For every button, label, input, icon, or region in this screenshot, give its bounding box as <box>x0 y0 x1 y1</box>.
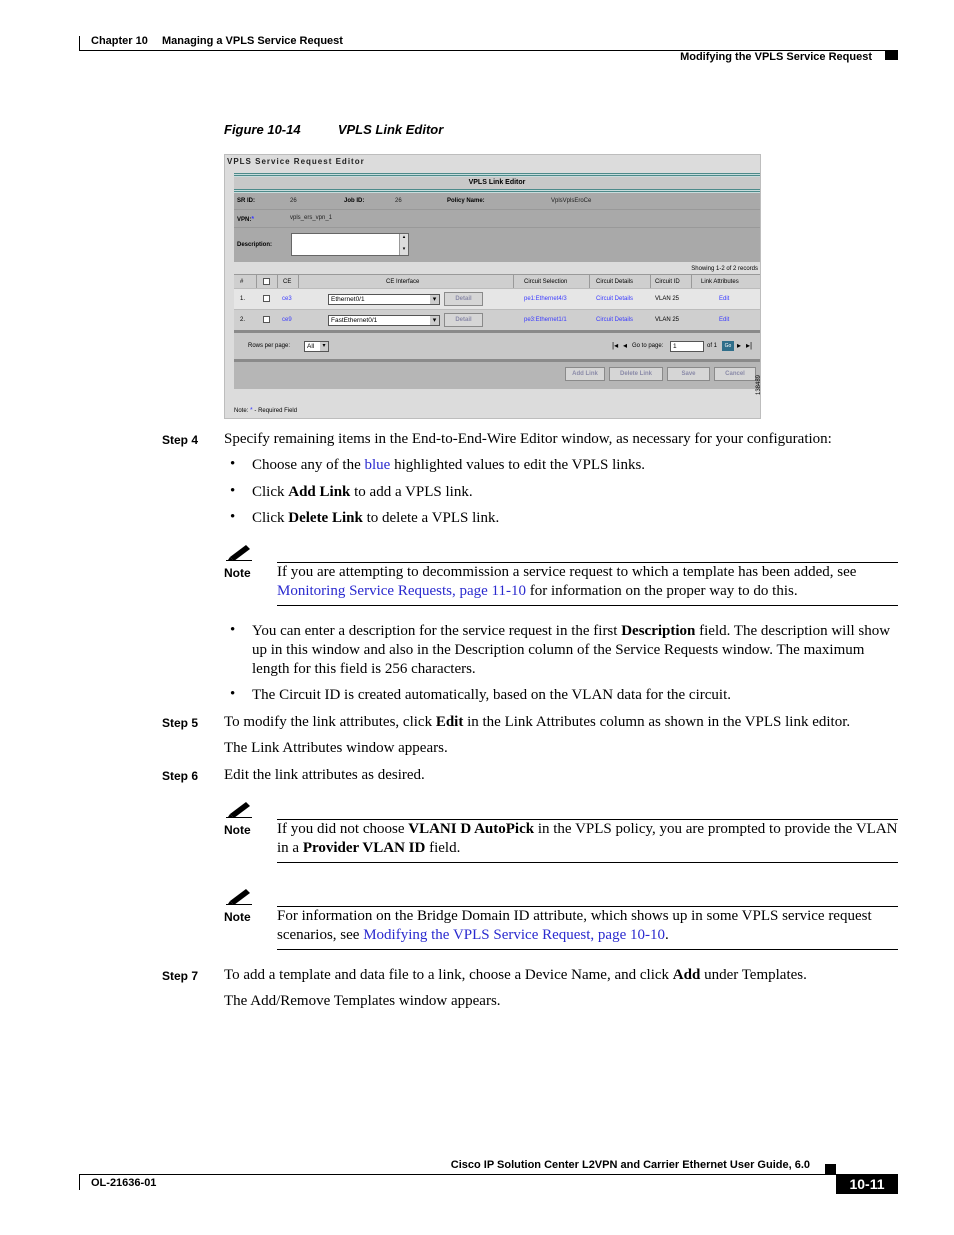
vpls-link-editor-figure <box>224 154 761 419</box>
step-5-text: To modify the link attributes, click Edit in the Link Attributes column as shown in the VPLS link editor. <box>224 714 851 730</box>
rows-per-page-select[interactable]: All ▾ <box>304 341 329 352</box>
col-num: # <box>240 279 244 285</box>
pencil-icon <box>226 883 252 905</box>
panel-title: VPLS Link Editor <box>234 177 760 189</box>
next-page-icon[interactable]: ▸ <box>737 341 742 350</box>
vpn-label: VPN:* <box>237 216 255 223</box>
figure-title: VPLS Link Editor <box>337 122 444 137</box>
prev-page-icon[interactable]: ◂ <box>623 341 628 350</box>
sr-info-row <box>234 193 760 209</box>
ce-interface-select[interactable]: Ethernet0/1 ▾ <box>328 294 440 305</box>
policy-label: Policy Name: <box>447 198 485 204</box>
footer-doc-id: OL-21636-01 <box>91 1177 157 1189</box>
page-count: of 1 <box>707 343 718 349</box>
note-text: For information on the Bridge Domain ID attribute, which shows up in some VPLS service request scenarios, see Modifying the VPLS Service Request, page 10-10. <box>277 908 872 943</box>
table-row <box>234 309 760 330</box>
note-text: If you did not choose VLANI D AutoPick in the VPLS policy, you are prompted to provide the VLAN in a Provider VLAN ID field. <box>277 821 898 856</box>
description-label: Description: <box>237 242 273 248</box>
rows-per-page-label: Rows per page: <box>248 343 291 349</box>
vpn-row <box>234 209 760 227</box>
note-rule-bottom <box>277 949 898 950</box>
window-title: VPLS Service Request Editor <box>227 157 365 166</box>
bullet-text: Choose any of the blue highlighted values to edit the VPLS links. <box>252 457 646 473</box>
step-5-result: The Link Attributes window appears. <box>224 740 448 756</box>
bullet: • <box>230 483 236 499</box>
step-4-text: Specify remaining items in the End-to-End-Wire Editor window, as necessary for your configuration: <box>224 431 832 447</box>
policy-value: VplsVplsEroCe <box>551 198 592 204</box>
note-rule-bottom <box>277 862 898 863</box>
step-6-text: Edit the link attributes as desired. <box>224 767 425 783</box>
go-to-page-input[interactable]: 1 <box>670 341 704 352</box>
bullet: • <box>230 456 236 472</box>
step-5-label: Step 5 <box>162 716 199 730</box>
edit-link[interactable]: Edit <box>719 317 730 323</box>
editor-panel <box>234 173 760 389</box>
bullet-text: The Circuit ID is created automatically, based on the VLAN data for the circuit. <box>252 687 731 703</box>
required-field-note: Note: * - Required Field <box>234 407 298 414</box>
step-7-result: The Add/Remove Templates window appears. <box>224 993 501 1009</box>
edit-link[interactable]: Edit <box>719 296 730 302</box>
circuit-details-link[interactable]: Circuit Details <box>596 296 634 302</box>
footer-rule <box>79 1174 898 1175</box>
row-checkbox[interactable] <box>263 316 270 323</box>
col-circuit-id: Circuit ID <box>655 279 680 285</box>
circuit-selection-link[interactable]: pe1:Ethernet4/3 <box>524 296 567 302</box>
bullet: • <box>230 622 236 638</box>
pagination-row <box>234 333 760 359</box>
header-bar <box>79 36 80 51</box>
select-all-checkbox[interactable] <box>263 278 270 285</box>
go-button[interactable]: Go <box>722 341 734 351</box>
step-4-label: Step 4 <box>162 433 199 447</box>
note-link[interactable]: Modifying the VPLS Service Request, page 10-10 <box>363 927 665 943</box>
detail-button[interactable]: Detail <box>444 292 483 306</box>
vpn-value: vpls_ers_vpn_1 <box>290 215 333 221</box>
description-scrollbar[interactable]: ▴ ▾ <box>399 234 408 255</box>
col-ce-interface: CE Interface <box>386 279 420 285</box>
bullet-text: You can enter a description for the service request in the first Description field. The description will show up in this window and also in the Description column of the Service Requests window. The maximum length for this field is 256 characters. <box>252 623 891 677</box>
detail-button[interactable]: Detail <box>444 313 483 327</box>
row-number: 2. <box>240 317 246 323</box>
sr-id-label: SR ID: <box>237 198 255 204</box>
save-button[interactable]: Save <box>667 367 710 381</box>
first-page-icon[interactable]: |◂ <box>612 341 619 350</box>
last-page-icon[interactable]: ▸| <box>746 341 753 350</box>
header-block <box>885 51 898 60</box>
bullet-text: Click Add Link to add a VPLS link. <box>252 484 473 500</box>
circuit-id: VLAN 25 <box>655 317 680 323</box>
delete-link-button[interactable]: Delete Link <box>609 367 663 381</box>
figure-id: 138489 <box>755 374 762 395</box>
header-chapter-title: Managing a VPLS Service Request <box>162 35 343 47</box>
header-chapter: Chapter 10 <box>91 35 148 47</box>
records-row <box>234 262 760 274</box>
note-link[interactable]: Monitoring Service Requests, page 11-10 <box>277 583 526 599</box>
row-number: 1. <box>240 296 246 302</box>
col-link-attributes: Link Attributes <box>701 279 739 285</box>
footer-bar <box>79 1174 80 1190</box>
cancel-button[interactable]: Cancel <box>714 367 756 381</box>
note-text: If you are attempting to decommission a service request to which a template has been added, see Monitoring Service Requests, page 11-10 for information on the proper way to do this. <box>277 564 857 599</box>
button-row <box>234 362 760 389</box>
note-label: Note <box>224 910 251 924</box>
bullet: • <box>230 509 236 525</box>
pencil-icon <box>226 796 252 818</box>
go-to-page-label: Go to page: <box>632 343 664 349</box>
pencil-icon <box>226 539 252 561</box>
note-rule-bottom <box>277 605 898 606</box>
page-number: 10-11 <box>836 1175 898 1194</box>
description-row <box>234 227 760 262</box>
footer-guide-title: Cisco IP Solution Center L2VPN and Carrier Ethernet User Guide, 6.0 <box>450 1159 810 1171</box>
note-label: Note <box>224 823 251 837</box>
step-7-text: To add a template and data file to a link, choose a Device Name, and click Add under Templates. <box>224 967 807 983</box>
figure-caption <box>224 122 443 137</box>
bullet: • <box>230 686 236 702</box>
col-circuit-details: Circuit Details <box>596 279 634 285</box>
circuit-details-link[interactable]: Circuit Details <box>596 317 634 323</box>
add-link-button[interactable]: Add Link <box>565 367 605 381</box>
table-header <box>234 274 760 288</box>
step-6-label: Step 6 <box>162 769 199 783</box>
bullet-text: Click Delete Link to delete a VPLS link. <box>252 510 500 526</box>
job-id-value: 26 <box>395 198 402 204</box>
description-input[interactable] <box>291 233 409 256</box>
records-count: Showing 1-2 of 2 records <box>691 266 758 272</box>
header-section: Modifying the VPLS Service Request <box>680 51 872 63</box>
sr-id-value: 26 <box>290 198 297 204</box>
circuit-id: VLAN 25 <box>655 296 680 302</box>
figure-label: Figure 10-14 <box>224 122 301 137</box>
table-row <box>234 288 760 309</box>
ce-interface-select[interactable]: FastEthernet0/1 ▾ <box>328 315 440 326</box>
step-7-label: Step 7 <box>162 969 199 983</box>
row-checkbox[interactable] <box>263 295 270 302</box>
ce-link[interactable]: ce3 <box>282 296 292 302</box>
note-label: Note <box>224 566 251 580</box>
job-id-label: Job ID: <box>344 198 365 204</box>
circuit-selection-link[interactable]: pe3:Ethernet1/1 <box>524 317 567 323</box>
col-circuit-selection: Circuit Selection <box>524 279 568 285</box>
ce-link[interactable]: ce9 <box>282 317 292 323</box>
col-ce: CE <box>283 279 292 285</box>
